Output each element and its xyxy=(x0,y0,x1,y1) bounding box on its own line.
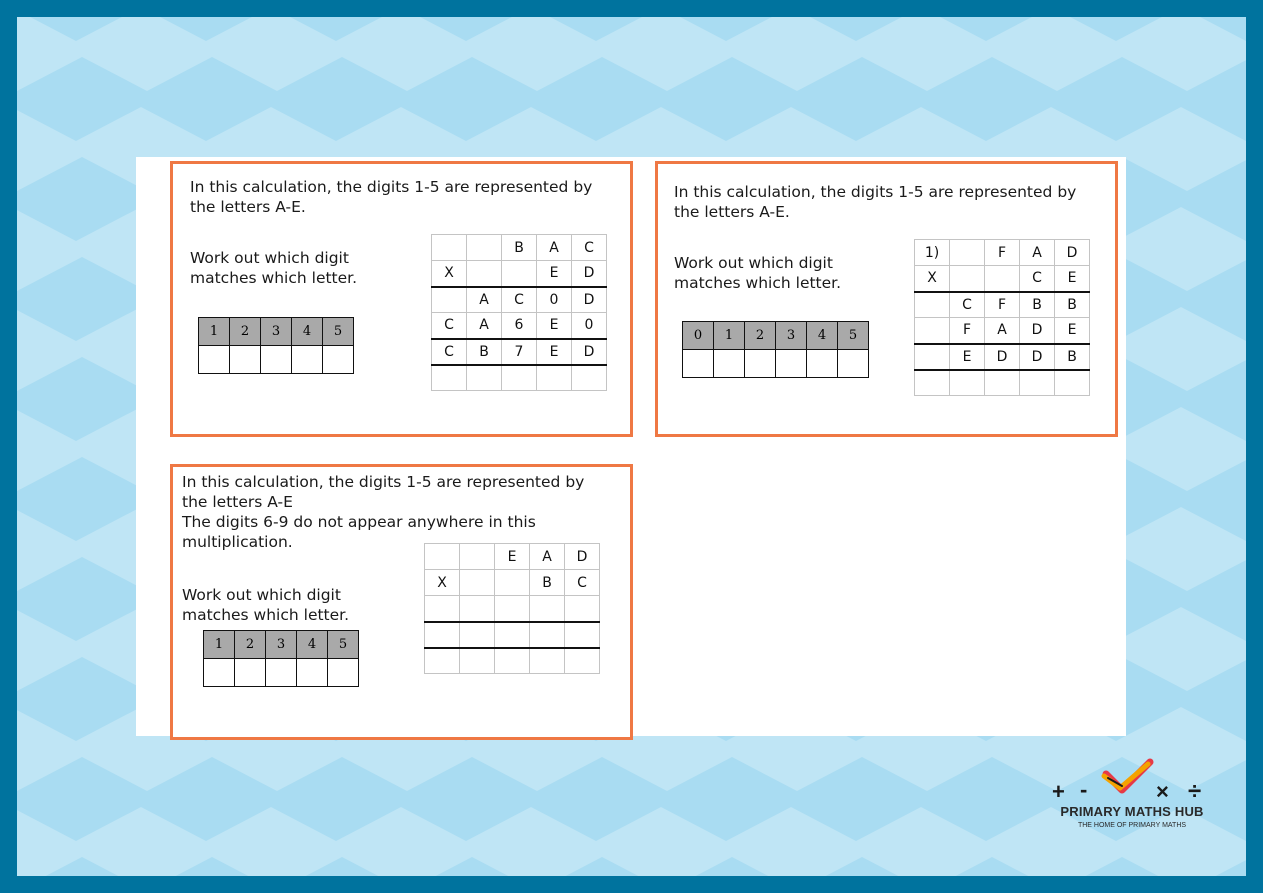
grid-cell: B xyxy=(1055,344,1090,370)
logo-title: PRIMARY MATHS HUB xyxy=(1060,804,1204,819)
key-answer-cell[interactable] xyxy=(199,346,230,374)
grid-cell: E xyxy=(1055,266,1090,292)
grid-cell: D xyxy=(985,344,1020,370)
grid-cell xyxy=(495,622,530,648)
grid-cell: E xyxy=(1055,318,1090,344)
grid-cell xyxy=(425,544,460,570)
grid-cell xyxy=(565,596,600,622)
chevron-band xyxy=(17,857,1246,876)
puzzle-1-prompt: Work out which digit matches which letter. xyxy=(190,249,358,287)
grid-cell: D xyxy=(565,544,600,570)
key-header-cell: 0 xyxy=(683,322,714,350)
key-header-cell: 5 xyxy=(323,318,354,346)
grid-cell xyxy=(530,648,565,674)
key-answer-cell[interactable] xyxy=(683,350,714,378)
grid-cell: F xyxy=(985,292,1020,318)
grid-cell: F xyxy=(985,240,1020,266)
grid-cell: D xyxy=(572,339,607,365)
key-answer-cell[interactable] xyxy=(204,659,235,687)
grid-cell xyxy=(565,622,600,648)
grid-cell xyxy=(425,596,460,622)
grid-cell: A xyxy=(985,318,1020,344)
grid-cell: 0 xyxy=(572,313,607,339)
key-answer-cell[interactable] xyxy=(230,346,261,374)
key-answer-cell[interactable] xyxy=(838,350,869,378)
key-answer-cell[interactable] xyxy=(266,659,297,687)
page-background xyxy=(17,17,1246,876)
key-header-cell: 4 xyxy=(807,322,838,350)
grid-cell: X xyxy=(915,266,950,292)
key-answer-cell[interactable] xyxy=(328,659,359,687)
grid-cell: X xyxy=(425,570,460,596)
grid-cell xyxy=(467,235,502,261)
key-header-cell: 5 xyxy=(838,322,869,350)
grid-cell xyxy=(1055,370,1090,396)
key-answer-cell[interactable] xyxy=(807,350,838,378)
key-answer-cell[interactable] xyxy=(323,346,354,374)
grid-cell: 6 xyxy=(502,313,537,339)
grid-cell xyxy=(950,266,985,292)
key-header-cell: 5 xyxy=(328,631,359,659)
grid-cell: 7 xyxy=(502,339,537,365)
grid-cell: C xyxy=(950,292,985,318)
grid-cell: E xyxy=(537,313,572,339)
key-header-cell: 3 xyxy=(776,322,807,350)
grid-cell: E xyxy=(537,261,572,287)
grid-cell xyxy=(915,292,950,318)
grid-cell xyxy=(425,648,460,674)
key-answer-cell[interactable] xyxy=(714,350,745,378)
puzzle-3-answer-key xyxy=(203,630,359,687)
times-symbol: × xyxy=(1156,779,1169,804)
puzzle-1-intro: In this calculation, the digits 1-5 are represented by the letters A-E. xyxy=(190,178,593,216)
grid-cell: C xyxy=(502,287,537,313)
grid-cell xyxy=(915,344,950,370)
grid-cell xyxy=(425,622,460,648)
minus-symbol: - xyxy=(1080,777,1088,802)
grid-cell: X xyxy=(432,261,467,287)
grid-cell xyxy=(1020,370,1055,396)
grid-cell xyxy=(467,261,502,287)
grid-cell xyxy=(460,622,495,648)
key-answer-cell[interactable] xyxy=(292,346,323,374)
grid-cell: A xyxy=(467,287,502,313)
key-header-cell: 3 xyxy=(261,318,292,346)
grid-cell xyxy=(495,648,530,674)
grid-cell xyxy=(950,240,985,266)
grid-cell xyxy=(467,365,502,391)
key-answer-cell[interactable] xyxy=(235,659,266,687)
grid-cell xyxy=(432,235,467,261)
puzzle-3-prompt: Work out which digit matches which letter. xyxy=(182,586,350,624)
grid-cell: D xyxy=(1055,240,1090,266)
grid-cell xyxy=(460,544,495,570)
grid-cell: B xyxy=(1055,292,1090,318)
puzzle-3-calculation-grid xyxy=(424,543,600,674)
key-answer-cell[interactable] xyxy=(297,659,328,687)
worksheet xyxy=(136,157,1126,736)
grid-cell: E xyxy=(950,344,985,370)
grid-cell xyxy=(572,365,607,391)
grid-cell: 0 xyxy=(537,287,572,313)
grid-cell: C xyxy=(1020,266,1055,292)
grid-cell xyxy=(460,596,495,622)
grid-cell xyxy=(495,570,530,596)
grid-cell xyxy=(502,365,537,391)
grid-cell xyxy=(985,370,1020,396)
grid-cell xyxy=(460,648,495,674)
key-header-cell: 2 xyxy=(235,631,266,659)
key-header-cell: 4 xyxy=(292,318,323,346)
grid-cell xyxy=(530,596,565,622)
puzzle-card-1 xyxy=(170,161,633,437)
key-answer-cell[interactable] xyxy=(261,346,292,374)
key-header-cell: 3 xyxy=(266,631,297,659)
puzzle-card-2 xyxy=(655,161,1118,437)
key-header-cell: 2 xyxy=(745,322,776,350)
puzzle-2-prompt: Work out which digit matches which letter. xyxy=(674,254,842,292)
grid-cell xyxy=(915,318,950,344)
puzzle-2-intro: In this calculation, the digits 1-5 are represented by the letters A-E. xyxy=(674,183,1077,221)
grid-cell: A xyxy=(530,544,565,570)
grid-cell: 1) xyxy=(915,240,950,266)
maths-symbols-icon xyxy=(1042,752,1222,804)
grid-cell xyxy=(460,570,495,596)
grid-cell: D xyxy=(572,261,607,287)
puzzle-1-answer-key xyxy=(198,317,354,374)
grid-cell: D xyxy=(572,287,607,313)
puzzle-3-intro: In this calculation, the digits 1-5 are represented by the letters A-E The digits 6-9 do not appear anywhere in this multiplication. xyxy=(182,473,585,551)
grid-cell xyxy=(537,365,572,391)
chevron-band xyxy=(17,17,1246,41)
key-header-cell: 2 xyxy=(230,318,261,346)
grid-cell xyxy=(502,261,537,287)
key-header-cell: 1 xyxy=(199,318,230,346)
key-header-cell: 1 xyxy=(204,631,235,659)
grid-cell: F xyxy=(950,318,985,344)
grid-cell xyxy=(432,287,467,313)
primary-maths-hub-logo xyxy=(1042,752,1222,842)
grid-cell: B xyxy=(530,570,565,596)
grid-cell: A xyxy=(537,235,572,261)
grid-cell: A xyxy=(1020,240,1055,266)
grid-cell: C xyxy=(565,570,600,596)
key-header-cell: 4 xyxy=(297,631,328,659)
key-header-cell: 1 xyxy=(714,322,745,350)
grid-cell: A xyxy=(467,313,502,339)
grid-cell xyxy=(915,370,950,396)
key-answer-cell[interactable] xyxy=(745,350,776,378)
grid-cell: B xyxy=(1020,292,1055,318)
grid-cell xyxy=(985,266,1020,292)
chevron-band xyxy=(17,57,1246,141)
grid-cell xyxy=(495,596,530,622)
grid-cell: C xyxy=(432,313,467,339)
grid-cell xyxy=(565,648,600,674)
logo-subtitle: THE HOME OF PRIMARY MATHS xyxy=(1077,822,1187,829)
grid-cell: C xyxy=(432,339,467,365)
grid-cell: B xyxy=(467,339,502,365)
divide-symbol: ÷ xyxy=(1188,778,1202,804)
puzzle-2-calculation-grid xyxy=(914,239,1090,396)
grid-cell xyxy=(432,365,467,391)
grid-cell: E xyxy=(495,544,530,570)
grid-cell xyxy=(950,370,985,396)
puzzle-card-3 xyxy=(170,464,633,740)
grid-cell xyxy=(530,622,565,648)
puzzle-1-calculation-grid xyxy=(431,234,607,391)
grid-cell: D xyxy=(1020,318,1055,344)
grid-cell: E xyxy=(537,339,572,365)
grid-cell: B xyxy=(502,235,537,261)
key-answer-cell[interactable] xyxy=(776,350,807,378)
grid-cell: C xyxy=(572,235,607,261)
puzzle-2-answer-key xyxy=(682,321,869,378)
plus-symbol: + xyxy=(1052,779,1065,804)
grid-cell: D xyxy=(1020,344,1055,370)
